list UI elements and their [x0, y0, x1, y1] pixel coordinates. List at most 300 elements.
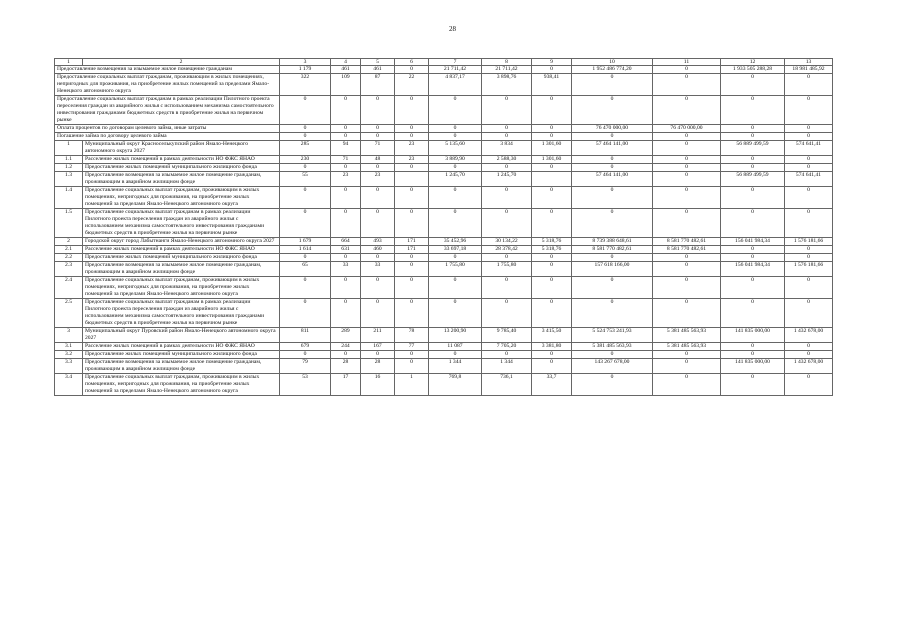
row-number-cell: 1.4 [55, 187, 83, 209]
value-cell: 0 [653, 172, 721, 187]
value-cell: 76 470 000,00 [572, 125, 653, 133]
value-cell: 71 [331, 156, 361, 164]
value-cell: 0 [280, 277, 331, 299]
value-cell: 769,8 [429, 374, 482, 396]
value-cell: 0 [572, 277, 653, 299]
row-name-cell: Погашение займа по договору целевого займа [55, 133, 280, 141]
row-name-cell: Расселение жилых помещений в рамках деятельности НО ФЖС ЯНАО [83, 343, 280, 351]
value-cell: 57 464 141,00 [572, 172, 653, 187]
value-cell: 0 [785, 277, 833, 299]
value-cell: 28 378,42 [482, 246, 532, 254]
value-cell: 0 [532, 164, 572, 172]
value-cell: 48 [361, 156, 395, 164]
value-cell [532, 172, 572, 187]
value-cell: 9 785,40 [482, 328, 532, 343]
value-cell: 244 [331, 343, 361, 351]
value-cell: 0 [280, 187, 331, 209]
value-cell: 0 [572, 156, 653, 164]
table-row [55, 328, 833, 343]
value-cell: 141 835 000,00 [721, 359, 785, 374]
value-cell: 0 [653, 254, 721, 262]
value-cell: 57 464 141,00 [572, 141, 653, 156]
value-cell: 0 [785, 164, 833, 172]
value-cell: 289 [331, 328, 361, 343]
value-cell: 0 [429, 299, 482, 328]
value-cell: 0 [721, 96, 785, 125]
value-cell: 0 [429, 133, 482, 141]
value-cell: 0 [532, 299, 572, 328]
value-cell: 0 [280, 96, 331, 125]
value-cell: 1 679 [280, 238, 331, 246]
value-cell: 0 [653, 351, 721, 359]
value-cell: 0 [785, 246, 833, 254]
value-cell: 1 755,80 [429, 262, 482, 277]
value-cell: 1 432 678,00 [785, 359, 833, 374]
value-cell: 30 134,22 [482, 238, 532, 246]
housing-resettlement-table [54, 58, 833, 396]
value-cell: 0 [785, 133, 833, 141]
row-name-cell: Предоставление возмещения за изымаемое жилое помещение гражданам [55, 66, 280, 74]
value-cell: 53 [280, 374, 331, 396]
row-number-cell: 3.1 [55, 343, 83, 351]
row-number-cell: 3.3 [55, 359, 83, 374]
value-cell: 167 [361, 343, 395, 351]
table-row [55, 359, 833, 374]
value-cell: 94 [331, 141, 361, 156]
row-number-cell: 1 [55, 141, 83, 156]
row-name-cell: Предоставление социальных выплат гражданам в рамках реализации Пилотного проекта переселения граждан из аварийного жилья с использованием механизма самостоятельного инвестирования гражданами бюджетных средств в приобретение жилья на первичном рынке [83, 299, 280, 328]
value-cell: 0 [653, 359, 721, 374]
row-name-cell: Расселение жилых помещений в рамках деятельности НО ФЖС ЯНАО [83, 246, 280, 254]
row-name-cell: Расселение жилых помещений в рамках деятельности НО ФЖС ЯНАО [83, 156, 280, 164]
header-cell: 7 [429, 59, 482, 66]
value-cell: 0 [653, 374, 721, 396]
value-cell: 0 [785, 74, 833, 96]
value-cell: 8 581 770 482,61 [572, 246, 653, 254]
table-row [55, 246, 833, 254]
row-number-cell: 3.4 [55, 374, 83, 396]
value-cell: 0 [429, 125, 482, 133]
value-cell: 0 [572, 374, 653, 396]
value-cell: 0 [395, 262, 429, 277]
value-cell: 79 [280, 359, 331, 374]
table-row [55, 96, 833, 125]
value-cell: 0 [331, 125, 361, 133]
value-cell: 0 [395, 359, 429, 374]
row-number-cell: 3 [55, 328, 83, 343]
value-cell: 23 [331, 172, 361, 187]
table-row [55, 238, 833, 246]
value-cell: 33,7 [532, 374, 572, 396]
value-cell: 0 [721, 125, 785, 133]
value-cell: 0 [532, 359, 572, 374]
value-cell: 33 697,18 [429, 246, 482, 254]
row-number-cell: 2.3 [55, 262, 83, 277]
value-cell: 1 301,60 [532, 141, 572, 156]
value-cell: 0 [331, 187, 361, 209]
table-row [55, 125, 833, 133]
table-row [55, 299, 833, 328]
value-cell: 0 [482, 351, 532, 359]
value-cell: 493 [361, 238, 395, 246]
value-cell: 0 [361, 187, 395, 209]
value-cell: 0 [653, 141, 721, 156]
value-cell: 0 [653, 262, 721, 277]
value-cell: 0 [331, 164, 361, 172]
value-cell: 55 [280, 172, 331, 187]
value-cell: 0 [280, 254, 331, 262]
value-cell: 35 452,96 [429, 238, 482, 246]
row-name-cell: Предоставление жилых помещений муниципального жилищного фонда [83, 254, 280, 262]
row-name-cell: Предоставление возмещения за изымаемое жилое помещение гражданам, проживающим в аварийном жилищном фонде [83, 172, 280, 187]
value-cell: 8 739 388 648,61 [572, 238, 653, 246]
value-cell: 0 [395, 277, 429, 299]
header-row [55, 59, 833, 66]
value-cell: 0 [482, 209, 532, 238]
value-cell: 5 381 485 563,93 [572, 343, 653, 351]
value-cell: 0 [361, 277, 395, 299]
header-cell: 11 [653, 59, 721, 66]
value-cell: 0 [361, 125, 395, 133]
value-cell: 171 [395, 246, 429, 254]
value-cell: 8 581 770 482,61 [653, 246, 721, 254]
page-number: 28 [449, 25, 456, 33]
header-cell: 1 [55, 59, 83, 66]
value-cell: 21 711,42 [482, 66, 532, 74]
table-row [55, 156, 833, 164]
value-cell: 157 618 166,00 [572, 262, 653, 277]
header-cell: 6 [395, 59, 429, 66]
header-cell: 5 [361, 59, 395, 66]
row-number-cell: 1.1 [55, 156, 83, 164]
value-cell: 23 [395, 156, 429, 164]
value-cell: 0 [395, 125, 429, 133]
value-cell: 1 344 [482, 359, 532, 374]
row-name-cell: Городской округ город Лабытнанги Ямало-Ненецкого автономного округа 2027 [83, 238, 280, 246]
value-cell: 0 [532, 209, 572, 238]
value-cell: 0 [280, 164, 331, 172]
value-cell: 18 981 485,92 [785, 66, 833, 74]
value-cell: 3 889,90 [429, 156, 482, 164]
table-row [55, 262, 833, 277]
value-cell: 1 614 [280, 246, 331, 254]
value-cell: 76 470 000,00 [653, 125, 721, 133]
value-cell: 13 200,90 [429, 328, 482, 343]
value-cell: 736,1 [482, 374, 532, 396]
value-cell: 171 [395, 238, 429, 246]
row-number-cell: 2.4 [55, 277, 83, 299]
value-cell: 0 [482, 125, 532, 133]
header-cell: 10 [572, 59, 653, 66]
value-cell: 574 641,41 [785, 172, 833, 187]
row-name-cell: Муниципальный округ Пуровский район Ямало-Ненецкого автономного округа 2027 [83, 328, 280, 343]
value-cell: 5 524 753 241,93 [572, 328, 653, 343]
value-cell: 631 [331, 246, 361, 254]
row-number-cell: 3.2 [55, 351, 83, 359]
value-cell: 23 [395, 141, 429, 156]
value-cell: 0 [395, 133, 429, 141]
value-cell: 0 [361, 351, 395, 359]
value-cell: 0 [280, 209, 331, 238]
value-cell: 0 [280, 133, 331, 141]
value-cell: 0 [532, 262, 572, 277]
value-cell: 1 245,70 [429, 172, 482, 187]
value-cell: 0 [572, 209, 653, 238]
value-cell: 461 [331, 66, 361, 74]
header-cell: 3 [280, 59, 331, 66]
value-cell: 0 [395, 96, 429, 125]
table-row [55, 172, 833, 187]
value-cell: 0 [395, 66, 429, 74]
value-cell: 0 [280, 351, 331, 359]
value-cell: 0 [482, 164, 532, 172]
value-cell: 0 [395, 164, 429, 172]
value-cell: 77 [395, 343, 429, 351]
value-cell: 11 087 [429, 343, 482, 351]
value-cell: 0 [532, 133, 572, 141]
value-cell: 3 415,50 [532, 328, 572, 343]
value-cell: 3 381,80 [532, 343, 572, 351]
table-row [55, 74, 833, 96]
value-cell: 0 [721, 156, 785, 164]
value-cell: 0 [482, 299, 532, 328]
table-row [55, 66, 833, 74]
table-body [55, 59, 833, 396]
value-cell: 56 889 499,59 [721, 141, 785, 156]
row-name-cell: Предоставление социальных выплат гражданам, проживающим в жилых помещениях, непригодных для проживания, на приобретение жилых помещений за пределами Ямало-Ненецкого автономного округа [55, 74, 280, 96]
value-cell: 22 [395, 74, 429, 96]
value-cell: 3 898,76 [482, 74, 532, 96]
value-cell: 0 [482, 187, 532, 209]
value-cell: 78 [395, 328, 429, 343]
value-cell [395, 172, 429, 187]
value-cell: 460 [361, 246, 395, 254]
value-cell: 0 [572, 164, 653, 172]
value-cell: 0 [361, 254, 395, 262]
value-cell: 0 [482, 133, 532, 141]
value-cell: 5 381 485 563,93 [653, 328, 721, 343]
value-cell: 0 [653, 96, 721, 125]
value-cell: 0 [572, 351, 653, 359]
table-row [55, 141, 833, 156]
table-row [55, 351, 833, 359]
value-cell: 0 [785, 209, 833, 238]
table-row [55, 187, 833, 209]
header-cell: 4 [331, 59, 361, 66]
value-cell: 1 301,60 [532, 156, 572, 164]
value-cell: 1 952 486 774,20 [572, 66, 653, 74]
header-cell: 2 [83, 59, 280, 66]
value-cell: 0 [361, 164, 395, 172]
value-cell: 8 581 770 482,61 [653, 238, 721, 246]
row-name-cell: Предоставление жилых помещений муниципального жилищного фонда [83, 164, 280, 172]
value-cell: 0 [572, 133, 653, 141]
value-cell: 0 [395, 299, 429, 328]
value-cell: 71 [361, 141, 395, 156]
value-cell: 0 [429, 209, 482, 238]
value-cell: 141 835 000,00 [721, 328, 785, 343]
value-cell: 156 041 984,34 [721, 262, 785, 277]
row-name-cell: Муниципальный округ Красноселькупский район Ямало-Ненецкого автономного округа 2027 [83, 141, 280, 156]
value-cell: 0 [653, 299, 721, 328]
value-cell: 16 [361, 374, 395, 396]
value-cell: 0 [653, 187, 721, 209]
value-cell: 0 [331, 277, 361, 299]
value-cell: 0 [429, 254, 482, 262]
value-cell: 0 [785, 343, 833, 351]
value-cell: 285 [280, 141, 331, 156]
value-cell: 0 [532, 66, 572, 74]
value-cell: 5 318,76 [532, 246, 572, 254]
value-cell: 0 [721, 187, 785, 209]
value-cell: 322 [280, 74, 331, 96]
value-cell: 0 [653, 156, 721, 164]
value-cell: 0 [721, 164, 785, 172]
value-cell: 5 135,60 [429, 141, 482, 156]
value-cell: 230 [280, 156, 331, 164]
row-number-cell: 2.1 [55, 246, 83, 254]
table-row [55, 209, 833, 238]
value-cell: 0 [785, 125, 833, 133]
value-cell: 461 [361, 66, 395, 74]
value-cell: 0 [532, 96, 572, 125]
value-cell: 0 [429, 277, 482, 299]
row-name-cell: Предоставление жилых помещений муниципального жилищного фонда [83, 351, 280, 359]
value-cell: 65 [280, 262, 331, 277]
header-cell: 12 [721, 59, 785, 66]
value-cell: 938,41 [532, 74, 572, 96]
value-cell: 33 [361, 262, 395, 277]
value-cell: 0 [532, 125, 572, 133]
value-cell: 811 [280, 328, 331, 343]
value-cell: 0 [721, 246, 785, 254]
value-cell: 0 [429, 96, 482, 125]
value-cell: 0 [653, 66, 721, 74]
value-cell: 33 [331, 262, 361, 277]
value-cell: 0 [361, 209, 395, 238]
value-cell: 4 837,17 [429, 74, 482, 96]
value-cell: 2 588,30 [482, 156, 532, 164]
row-number-cell: 1.5 [55, 209, 83, 238]
value-cell: 1 [395, 374, 429, 396]
value-cell: 0 [395, 187, 429, 209]
value-cell: 0 [785, 351, 833, 359]
row-number-cell: 2 [55, 238, 83, 246]
row-name-cell: Оплата процентов по договорам целевого займа, иные затраты [55, 125, 280, 133]
value-cell: 0 [721, 209, 785, 238]
value-cell: 0 [331, 133, 361, 141]
value-cell: 0 [785, 156, 833, 164]
row-name-cell: Предоставление возмещения за изымаемое жилое помещение гражданам, проживающим в аварийном жилищном фонде [83, 359, 280, 374]
value-cell: 0 [721, 343, 785, 351]
value-cell: 0 [395, 351, 429, 359]
value-cell: 0 [331, 299, 361, 328]
value-cell: 0 [572, 254, 653, 262]
value-cell: 0 [721, 254, 785, 262]
value-cell: 0 [653, 164, 721, 172]
value-cell: 1 576 181,66 [785, 262, 833, 277]
data-table-container [54, 58, 832, 396]
value-cell: 0 [721, 74, 785, 96]
value-cell: 3 834 [482, 141, 532, 156]
value-cell: 0 [721, 299, 785, 328]
value-cell: 5 318,76 [532, 238, 572, 246]
value-cell: 0 [785, 96, 833, 125]
value-cell: 7 705,20 [482, 343, 532, 351]
table-row [55, 343, 833, 351]
value-cell: 0 [482, 96, 532, 125]
value-cell: 0 [532, 187, 572, 209]
value-cell: 0 [721, 277, 785, 299]
value-cell: 0 [280, 299, 331, 328]
table-row [55, 254, 833, 262]
value-cell: 0 [429, 351, 482, 359]
row-number-cell: 2.2 [55, 254, 83, 262]
value-cell: 574 641,41 [785, 141, 833, 156]
row-name-cell: Предоставление социальных выплат гражданам в рамках реализации Пилотного проекта переселения граждан из аварийного жилья с использованием механизма самостоятельного инвестирования гражданами бюджетных средств в приобретение жилья на первичном рынке [83, 209, 280, 238]
value-cell: 1 432 678,00 [785, 328, 833, 343]
row-name-cell: Предоставление социальных выплат гражданам, проживающим в жилых помещениях, непригодных для проживания, на приобретение жилых помещений за пределами Ямало-Ненецкого автономного округа [83, 277, 280, 299]
value-cell: 0 [785, 374, 833, 396]
table-row [55, 277, 833, 299]
row-number-cell: 2.5 [55, 299, 83, 328]
table-row [55, 133, 833, 141]
value-cell: 0 [653, 277, 721, 299]
value-cell: 211 [361, 328, 395, 343]
row-name-cell: Предоставление социальных выплат гражданам, проживающим в жилых помещениях, непригодных для проживания, на приобретение жилых помещений за пределами Ямало-Ненецкого автономного округа [83, 187, 280, 209]
value-cell: 1 933 505 288,28 [721, 66, 785, 74]
value-cell: 0 [785, 254, 833, 262]
header-cell: 8 [482, 59, 532, 66]
header-cell: 9 [532, 59, 572, 66]
value-cell: 0 [653, 133, 721, 141]
value-cell: 0 [331, 254, 361, 262]
row-number-cell: 1.3 [55, 172, 83, 187]
value-cell: 28 [361, 359, 395, 374]
value-cell: 87 [361, 74, 395, 96]
value-cell: 156 041 984,34 [721, 238, 785, 246]
value-cell: 0 [785, 187, 833, 209]
value-cell: 5 381 485 563,93 [653, 343, 721, 351]
row-name-cell: Предоставление возмещения за изымаемое жилое помещение гражданам, проживающим в аварийном жилищном фонде [83, 262, 280, 277]
value-cell: 23 [361, 172, 395, 187]
value-cell: 0 [572, 299, 653, 328]
row-number-cell: 1.2 [55, 164, 83, 172]
value-cell: 0 [331, 351, 361, 359]
value-cell: 0 [331, 96, 361, 125]
value-cell: 0 [331, 209, 361, 238]
value-cell: 0 [280, 125, 331, 133]
value-cell: 0 [721, 133, 785, 141]
value-cell: 56 889 499,59 [721, 172, 785, 187]
value-cell: 1 344 [429, 359, 482, 374]
value-cell: 0 [785, 299, 833, 328]
row-name-cell: Предоставление социальных выплат гражданам, проживающим в жилых помещениях, непригодных для проживания, на приобретение жилых помещений за пределами Ямало-Ненецкого автономного округа [83, 374, 280, 396]
value-cell: 1 576 181,66 [785, 238, 833, 246]
value-cell: 1 179 [280, 66, 331, 74]
value-cell: 0 [395, 254, 429, 262]
value-cell: 0 [361, 133, 395, 141]
value-cell: 0 [572, 74, 653, 96]
value-cell: 0 [532, 254, 572, 262]
value-cell: 0 [361, 299, 395, 328]
value-cell: 0 [395, 209, 429, 238]
value-cell: 0 [482, 277, 532, 299]
value-cell: 0 [572, 187, 653, 209]
value-cell: 17 [331, 374, 361, 396]
value-cell: 1 245,70 [482, 172, 532, 187]
header-cell: 13 [785, 59, 833, 66]
